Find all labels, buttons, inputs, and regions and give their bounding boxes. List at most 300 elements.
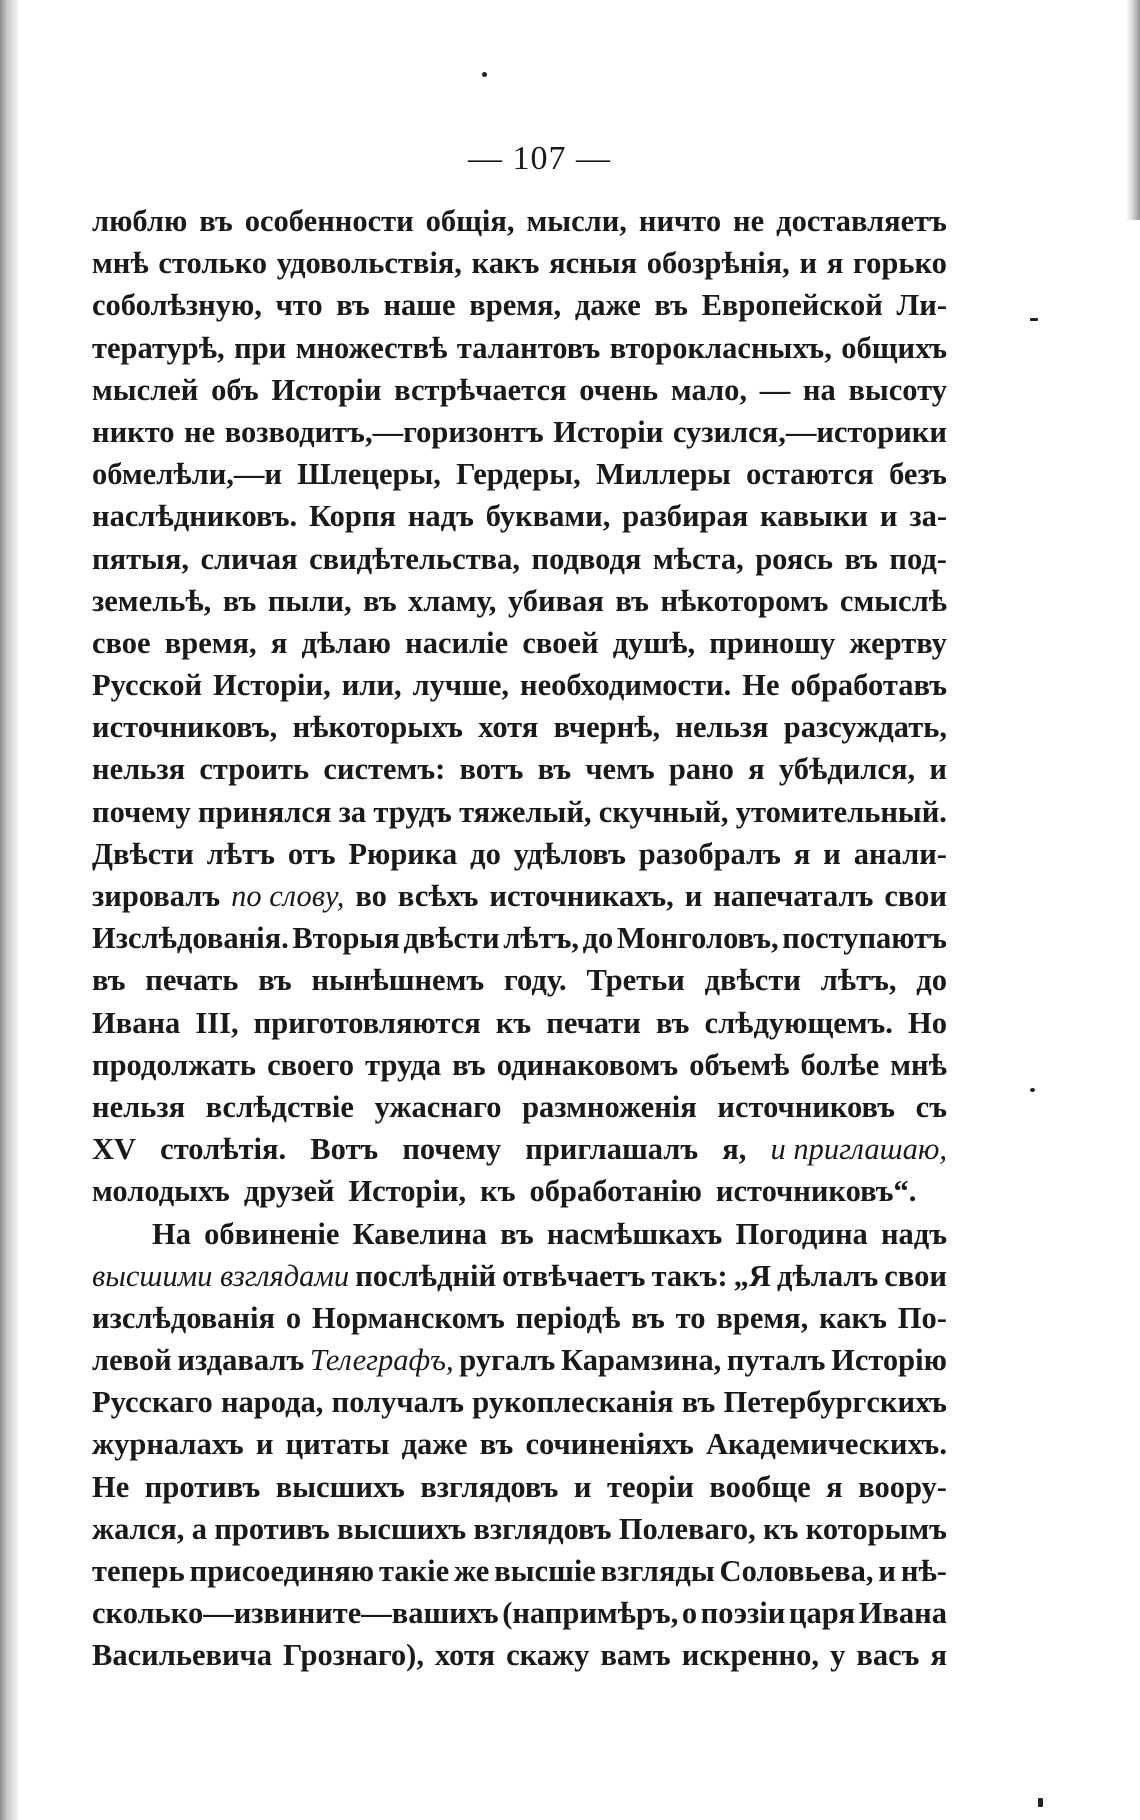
word: скажу <box>506 1638 590 1673</box>
word: системъ: <box>323 752 446 787</box>
ink-speck <box>1038 1798 1043 1807</box>
text-line <box>92 411 947 453</box>
word: Не <box>92 1469 130 1504</box>
word: объ <box>211 372 259 407</box>
word: нельзя <box>675 710 769 745</box>
ink-speck <box>1030 1088 1035 1092</box>
word: отвѣчаетъ <box>502 1258 646 1293</box>
word: Монголовъ, <box>616 921 779 956</box>
word: левой <box>92 1343 172 1378</box>
word: XV <box>92 1132 137 1167</box>
word: Изслѣдованія. <box>92 921 289 956</box>
word: взглядовъ <box>420 1469 559 1504</box>
word: своей <box>522 625 599 660</box>
word: что <box>275 288 323 323</box>
word: Рюрика <box>348 836 458 871</box>
word: Васильевича <box>92 1638 272 1673</box>
word: и <box>799 246 818 281</box>
word: Миллеры <box>595 457 731 492</box>
word: время, <box>164 625 257 660</box>
word: какъ <box>819 1300 887 1335</box>
text-line <box>92 1213 947 1255</box>
word: „Я <box>733 1258 771 1293</box>
text-line <box>92 1255 947 1297</box>
word: въ <box>92 963 126 998</box>
word: мнѣ <box>92 246 149 281</box>
word: въ <box>631 1300 665 1335</box>
text-line <box>92 1128 947 1170</box>
word: свои <box>884 1258 947 1293</box>
word: столѣтія. <box>160 1132 287 1167</box>
word: въ <box>537 752 572 787</box>
word: противъ <box>214 1511 330 1546</box>
word: (напримѣръ, <box>502 1596 679 1631</box>
word: источниковъ“. <box>715 1174 917 1209</box>
word: народа, <box>220 1385 324 1420</box>
word: нынѣшнемъ <box>311 963 485 998</box>
word: до <box>916 963 947 998</box>
text-line <box>92 959 947 1001</box>
word: нѣ- <box>900 1554 947 1588</box>
word: за <box>338 794 367 829</box>
word: особенности <box>244 204 414 238</box>
word: Ли- <box>896 288 947 323</box>
word: горько <box>853 246 947 281</box>
word: Полеваго, <box>618 1511 756 1546</box>
word: рано <box>668 752 734 787</box>
word: вчернѣ, <box>553 710 661 745</box>
word: въ <box>258 963 292 998</box>
word: болѣе <box>800 1047 880 1082</box>
word: трудъ <box>373 794 452 829</box>
text-line <box>92 917 947 959</box>
word: васъ <box>856 1638 920 1673</box>
word: наше <box>383 288 456 323</box>
word: Но <box>908 1005 947 1040</box>
word: лучше, <box>412 668 510 703</box>
word: По- <box>897 1300 947 1335</box>
word: надъ <box>880 1216 947 1251</box>
word: которымъ <box>805 1511 947 1546</box>
word: Русскаго <box>92 1385 213 1420</box>
word: талантовъ <box>456 330 601 365</box>
word: до <box>582 921 614 956</box>
word: въ <box>479 1427 514 1462</box>
word: даже <box>401 1427 468 1462</box>
word: какъ <box>471 246 540 281</box>
word: Европейской <box>701 288 883 323</box>
word: нѣкоторомъ <box>660 583 829 618</box>
word: даже <box>574 288 641 323</box>
word: пятыя, <box>92 541 189 576</box>
word: кавыки <box>760 499 868 534</box>
word: у <box>830 1638 846 1673</box>
word: источникахъ, <box>489 879 674 913</box>
text-line <box>92 284 947 326</box>
word: приготовляются <box>253 1005 481 1040</box>
word: лѣтъ <box>206 836 275 871</box>
word: въ <box>452 1047 486 1082</box>
word: высшихъ <box>337 1511 467 1546</box>
word: сузился,—историки <box>672 414 947 449</box>
word: разсуждать, <box>783 710 947 745</box>
word: дѣлаю <box>301 625 391 660</box>
word: насмѣшкахъ <box>546 1216 723 1251</box>
word: Исторіи <box>553 414 664 449</box>
word: году. <box>503 963 567 998</box>
word: Кавелина <box>352 1216 488 1251</box>
word: царя <box>788 1596 856 1631</box>
word: Академическихъ. <box>705 1427 947 1462</box>
word: продолжать <box>92 1047 256 1082</box>
word: искренно, <box>681 1638 819 1673</box>
word: объемѣ <box>689 1047 790 1082</box>
word: общихъ <box>841 330 947 365</box>
word: взгляды <box>600 1554 715 1588</box>
word: мнѣ <box>890 1047 947 1082</box>
word: обозрѣнія, <box>646 246 790 281</box>
word: обработанію <box>529 1174 702 1209</box>
word: люблю <box>92 204 188 238</box>
word: до <box>470 836 501 871</box>
word: друзей <box>243 1174 335 1209</box>
text-line <box>92 622 947 664</box>
word: печати <box>546 1005 641 1040</box>
word: теперь <box>92 1554 185 1588</box>
word: молодыхъ <box>92 1174 230 1209</box>
word: на <box>802 372 836 407</box>
text-line <box>92 748 947 790</box>
word: сочиненіяхъ <box>525 1427 694 1462</box>
word: обвиненіе <box>204 1216 340 1251</box>
word: тяжелый, <box>459 794 592 829</box>
text-line <box>92 791 947 833</box>
word: противъ <box>144 1469 261 1504</box>
word: послѣдній <box>355 1258 497 1293</box>
word: жался, <box>92 1511 185 1546</box>
word: источниковъ <box>717 1089 896 1124</box>
word: Ивана <box>858 1596 947 1631</box>
word: второкласныхъ, <box>609 330 832 365</box>
word: Не <box>742 668 780 703</box>
word: Гердеры, <box>456 457 581 492</box>
word: свои <box>884 879 947 913</box>
word: теоріи <box>607 1469 694 1504</box>
word: такъ: <box>651 1258 728 1293</box>
word: такіе <box>378 1554 450 1588</box>
text-line <box>92 1634 947 1676</box>
word: скучный, <box>598 794 729 829</box>
word: при <box>234 330 287 365</box>
word: разобралъ <box>638 836 781 871</box>
text-line <box>92 1339 947 1381</box>
word: напечаталъ <box>713 879 874 913</box>
word: пыли, <box>267 583 352 618</box>
word: III, <box>195 1005 239 1040</box>
word: и <box>684 879 703 913</box>
word: въ <box>654 288 688 323</box>
word: Исторіи, <box>348 1174 467 1209</box>
word: подводя <box>531 541 642 576</box>
word: под- <box>889 541 947 576</box>
word: надъ <box>407 499 474 534</box>
word: а <box>191 1511 207 1546</box>
word: въ <box>681 1385 716 1420</box>
word: Шлецеры, <box>297 457 441 492</box>
word: Телеграфъ, <box>309 1343 454 1378</box>
word: необходимости. <box>520 668 732 703</box>
word: удовольствія, <box>276 246 462 281</box>
word: убѣдился, <box>778 752 916 787</box>
word: вамъ <box>600 1638 671 1673</box>
text-line <box>92 1423 947 1465</box>
word: и <box>879 499 898 534</box>
word: я <box>930 1638 947 1673</box>
word: сколько—извините—вашихъ <box>92 1596 499 1631</box>
word: въ <box>336 288 370 323</box>
text-line <box>92 1466 947 1508</box>
text-line <box>92 200 947 242</box>
word: убивая <box>507 583 604 618</box>
word: о <box>285 1300 302 1335</box>
word: ужаснаго <box>374 1089 502 1124</box>
word: множествѣ <box>295 330 448 365</box>
text-line <box>92 875 947 917</box>
word: На <box>152 1216 191 1251</box>
word: цитаты <box>285 1427 390 1462</box>
word: доставляетъ <box>776 204 947 238</box>
word: я <box>270 625 288 660</box>
word: высшими взглядами <box>92 1258 350 1293</box>
word: въ <box>655 1005 690 1040</box>
word: въ <box>500 1216 534 1251</box>
word: хламу, <box>408 583 497 618</box>
word: труда <box>365 1047 442 1082</box>
word: съ <box>915 1089 947 1124</box>
word: присоединяю <box>189 1554 375 1588</box>
word: Третьи <box>586 963 685 998</box>
word: и <box>255 1427 274 1462</box>
word: я <box>826 1469 843 1504</box>
word: источниковъ, <box>92 710 278 745</box>
word: роясь <box>755 541 834 576</box>
word: никто <box>92 414 175 449</box>
word: насиліе <box>405 625 509 660</box>
word: буквами, <box>485 499 611 534</box>
word: же <box>454 1554 490 1588</box>
word: удѣловъ <box>513 836 626 871</box>
ink-speck <box>1030 318 1038 321</box>
text-line <box>92 538 947 580</box>
text-line <box>92 1508 947 1550</box>
word: ничто <box>638 204 722 238</box>
word: общія, <box>425 204 515 238</box>
word: столько <box>158 246 268 281</box>
text-line <box>92 1297 947 1339</box>
word: Ивана <box>92 1005 181 1040</box>
word: къ <box>480 1174 516 1209</box>
word: хотя <box>435 1638 496 1673</box>
text-line <box>92 327 947 369</box>
word: обработавъ <box>790 668 947 703</box>
word: жертву <box>849 625 947 660</box>
word: о <box>681 1596 698 1631</box>
word: зировалъ <box>92 879 221 913</box>
word: дѣлалъ <box>776 1258 879 1293</box>
word: путалъ <box>726 1343 826 1378</box>
word: и <box>823 836 841 871</box>
word: нѣкоторыхъ <box>292 710 463 745</box>
text-line <box>92 1086 947 1128</box>
word: то <box>675 1300 706 1335</box>
text-line <box>92 1550 947 1592</box>
word: тературѣ, <box>92 330 225 365</box>
word: Грознаго), <box>283 1638 424 1673</box>
word: Двѣсти <box>92 836 194 871</box>
word: размноженія <box>522 1089 697 1124</box>
word: высоту <box>848 372 947 407</box>
word: и приглашаю, <box>770 1132 947 1167</box>
word: мысли, <box>526 204 627 238</box>
word: періодѣ <box>515 1300 621 1335</box>
word: въ <box>363 583 397 618</box>
word: по словy, <box>231 879 345 913</box>
word: ясныя <box>549 246 638 281</box>
word: свидѣтельства, <box>309 541 521 576</box>
word: въ <box>844 541 878 576</box>
word: нельзя <box>92 752 186 787</box>
word: изслѣдованія <box>92 1300 275 1335</box>
word: приглашалъ <box>525 1132 699 1167</box>
word: лѣтъ, <box>503 921 579 956</box>
word: за- <box>909 499 947 534</box>
word: Русской <box>92 668 203 703</box>
word: свое <box>92 625 151 660</box>
text-line <box>92 495 947 537</box>
scan-edge-left <box>0 0 18 1820</box>
word: остаются <box>746 457 874 492</box>
word: ругалъ <box>459 1343 556 1378</box>
word: одинаковомъ <box>496 1047 679 1082</box>
word: вслѣдствіе <box>205 1089 354 1124</box>
text-line <box>92 833 947 875</box>
word: Исторіи <box>271 372 382 407</box>
word: и <box>878 1554 896 1588</box>
word: разбирая <box>622 499 749 534</box>
word: вообще <box>709 1469 811 1504</box>
text-line <box>92 1381 947 1423</box>
word: мѣста, <box>652 541 744 576</box>
word: отъ <box>287 836 336 871</box>
word: двѣсти <box>704 963 801 998</box>
word: во <box>355 879 387 913</box>
word: поэзіи <box>700 1596 786 1631</box>
word: Вотъ <box>310 1132 379 1167</box>
word: принялся <box>198 794 332 829</box>
text-line <box>92 453 947 495</box>
word: къ <box>763 1511 799 1546</box>
word: наслѣдниковъ. <box>92 499 298 534</box>
word: нельзя <box>92 1089 186 1124</box>
word: въ <box>615 583 649 618</box>
word: поступаютъ <box>782 921 947 956</box>
word: вотъ <box>459 752 524 787</box>
word: журналахъ <box>92 1427 244 1462</box>
word: и <box>929 752 947 787</box>
word: мыслей <box>92 372 199 407</box>
word: я <box>748 752 765 787</box>
word: — <box>759 372 791 407</box>
word: не <box>184 414 216 449</box>
page-number: — 107 — <box>468 140 611 177</box>
word: Соловьева, <box>719 1554 874 1588</box>
word: возводитъ,—горизонтъ <box>224 414 544 449</box>
word: слѣдующемъ. <box>704 1005 893 1040</box>
word: издавалъ <box>177 1343 305 1378</box>
word: двѣсти <box>403 921 500 956</box>
word: время, <box>716 1300 809 1335</box>
word: въ <box>222 583 257 618</box>
word: чемъ <box>585 752 655 787</box>
word: сличая <box>200 541 298 576</box>
word: душѣ, <box>612 625 696 660</box>
book-page <box>92 140 947 1677</box>
word: приношу <box>709 625 836 660</box>
word: я, <box>722 1132 747 1167</box>
word: Корпя <box>309 499 396 534</box>
text-line <box>92 1170 947 1212</box>
word: я <box>826 246 844 281</box>
word: обмелѣли,—и <box>92 457 282 492</box>
word: смыслѣ <box>839 583 947 618</box>
word: рукоплесканія <box>472 1385 674 1420</box>
word: хотя <box>478 710 539 745</box>
word: почему <box>92 794 191 829</box>
word: Карамзина, <box>560 1343 722 1378</box>
word: встрѣчается <box>394 372 567 407</box>
word: всѣхъ <box>397 879 479 913</box>
word: утомительный. <box>735 794 947 829</box>
scan-edge-right <box>1126 0 1140 220</box>
word: къ <box>495 1005 532 1040</box>
word: воору- <box>858 1469 947 1504</box>
word: получалъ <box>331 1385 465 1420</box>
word: и <box>573 1469 592 1504</box>
word: въ <box>199 204 233 238</box>
text-line <box>92 664 947 706</box>
word: анали- <box>853 836 947 871</box>
page-text <box>92 200 947 1677</box>
word: строить <box>199 752 310 787</box>
text-line <box>92 242 947 284</box>
word: или, <box>341 668 402 703</box>
word: земельѣ, <box>92 583 212 618</box>
text-line <box>92 1592 947 1634</box>
word: Погодина <box>735 1216 868 1251</box>
text-line <box>92 580 947 622</box>
word: время, <box>469 288 562 323</box>
word: Исторію <box>831 1343 947 1378</box>
word: соболѣзную, <box>92 288 262 323</box>
word: очень <box>579 372 659 407</box>
word: мало, <box>670 372 747 407</box>
word: не <box>733 204 765 238</box>
word: печать <box>145 963 239 998</box>
ink-speck <box>482 72 487 77</box>
word: я <box>793 836 811 871</box>
text-line <box>92 1002 947 1044</box>
word: Вторыя <box>292 921 400 956</box>
